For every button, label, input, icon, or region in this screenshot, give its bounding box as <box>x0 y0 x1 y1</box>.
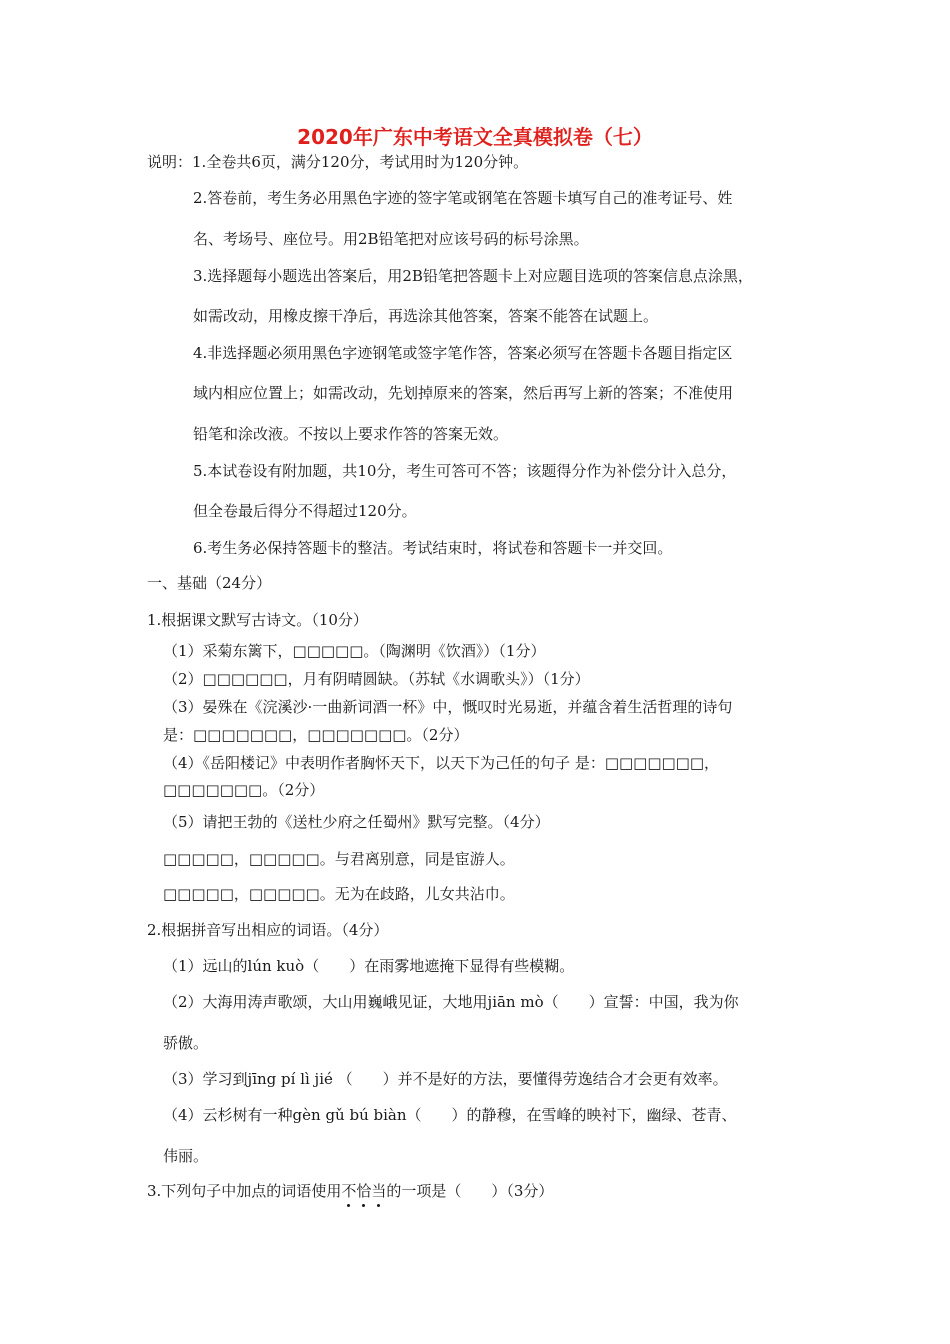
question-3-stem <box>147 1181 553 1201</box>
instruction-item: 4.非选择题必须用黑色字迹钢笔或签字笔作答，答案必须写在答题卡各题目指定区 <box>193 344 733 362</box>
question-1-stem: 1.根据课文默写古诗文。（10分） <box>147 611 368 629</box>
instruction-item: 但全卷最后得分不得超过120分。 <box>193 502 417 520</box>
question-2-line: 伟丽。 <box>163 1147 209 1165</box>
question-1-line: （5）请把王勃的《送杜少府之任蜀州》默写完整。（4分） <box>163 813 550 831</box>
question-2-stem: 2.根据拼音写出相应的词语。（4分） <box>147 921 389 939</box>
instruction-item: 域内相应位置上；如需改动，先划掉原来的答案，然后再写上新的答案；不准使用 <box>193 384 734 402</box>
instructions-line-1 <box>147 152 528 172</box>
question-1-line: □□□□□□□。（2分） <box>163 781 325 799</box>
instructions-label: 说明： <box>147 153 193 171</box>
question-2-line: （1）远山的lún kuò（ ）在雨雾地遮掩下显得有些模糊。 <box>163 957 575 975</box>
question-1-line: □□□□□，□□□□□。与君离别意，同是宦游人。 <box>163 850 515 868</box>
emphasis-dotted-char: 不 <box>341 1182 357 1200</box>
emphasis-dotted-char: 当 <box>371 1182 387 1200</box>
question-2-line: （4）云杉树有一种gèn gǔ bú biàn（ ）的静穆，在雪峰的映衬下，幽绿、苍青、 <box>163 1106 737 1124</box>
question-3-stem-before: 3.下列句子中加点的词语使用 <box>147 1182 342 1200</box>
question-1-line: （1）采菊东篱下，□□□□□。（陶渊明《饮酒》）（1分） <box>163 642 546 660</box>
instruction-item: 5.本试卷设有附加题，共10分，考生可答可不答；该题得分作为补偿分计入总分， <box>193 462 737 480</box>
instruction-item: 3.选择题每小题选出答案后，用2B铅笔把答题卡上对应题目选项的答案信息点涂黑， <box>193 267 753 285</box>
section-heading: 一、基础（24分） <box>147 574 272 592</box>
emphasis-dotted-char: 恰 <box>356 1182 372 1200</box>
instruction-item: 2.答卷前，考生务必用黑色字迹的签字笔或钢笔在答题卡填写自己的准考证号、姓 <box>193 189 733 207</box>
question-1-line: □□□□□，□□□□□。无为在歧路，儿女共沾巾。 <box>163 885 515 903</box>
question-1-line: （3）晏殊在《浣溪沙·一曲新词酒一杯》中，慨叹时光易逝，并蕴含着生活哲理的诗句 <box>163 698 733 716</box>
question-2-line: 骄傲。 <box>163 1034 209 1052</box>
instruction-item: 名、考场号、座位号。用2B铅笔把对应该号码的标号涂黑。 <box>193 230 589 248</box>
question-1-line: （2）□□□□□□，月有阴晴圆缺。（苏轼《水调歌头》）（1分） <box>163 670 590 688</box>
instruction-item: 铅笔和涂改液。不按以上要求作答的答案无效。 <box>193 425 509 443</box>
instruction-item: 如需改动，用橡皮擦干净后，再选涂其他答案，答案不能答在试题上。 <box>193 307 659 325</box>
question-2-line: （2）大海用涛声歌颂，大山用巍峨见证，大地用jiān mò（ ）宣誓：中国，我为你 <box>163 993 739 1011</box>
question-1-line: 是：□□□□□□□，□□□□□□□。（2分） <box>163 726 469 744</box>
page-title: 2020年广东中考语文全真模拟卷（七） <box>297 125 653 149</box>
instruction-item: 6.考生务必保持答题卡的整洁。考试结束时，将试卷和答题卡一并交回。 <box>193 539 673 557</box>
question-1-line: （4）《岳阳楼记》中表明作者胸怀天下，以天下为己任的句子 是：□□□□□□□， <box>163 754 720 772</box>
question-3-stem-after: 的一项是（ ）（3分） <box>386 1182 554 1200</box>
question-2-line: （3）学习到jīng pí lì jié （ ）并不是好的方法，要懂得劳逸结合才会更有效率。 <box>163 1070 728 1088</box>
instruction-item: 1.全卷共6页，满分120分，考试用时为120分钟。 <box>192 153 529 171</box>
